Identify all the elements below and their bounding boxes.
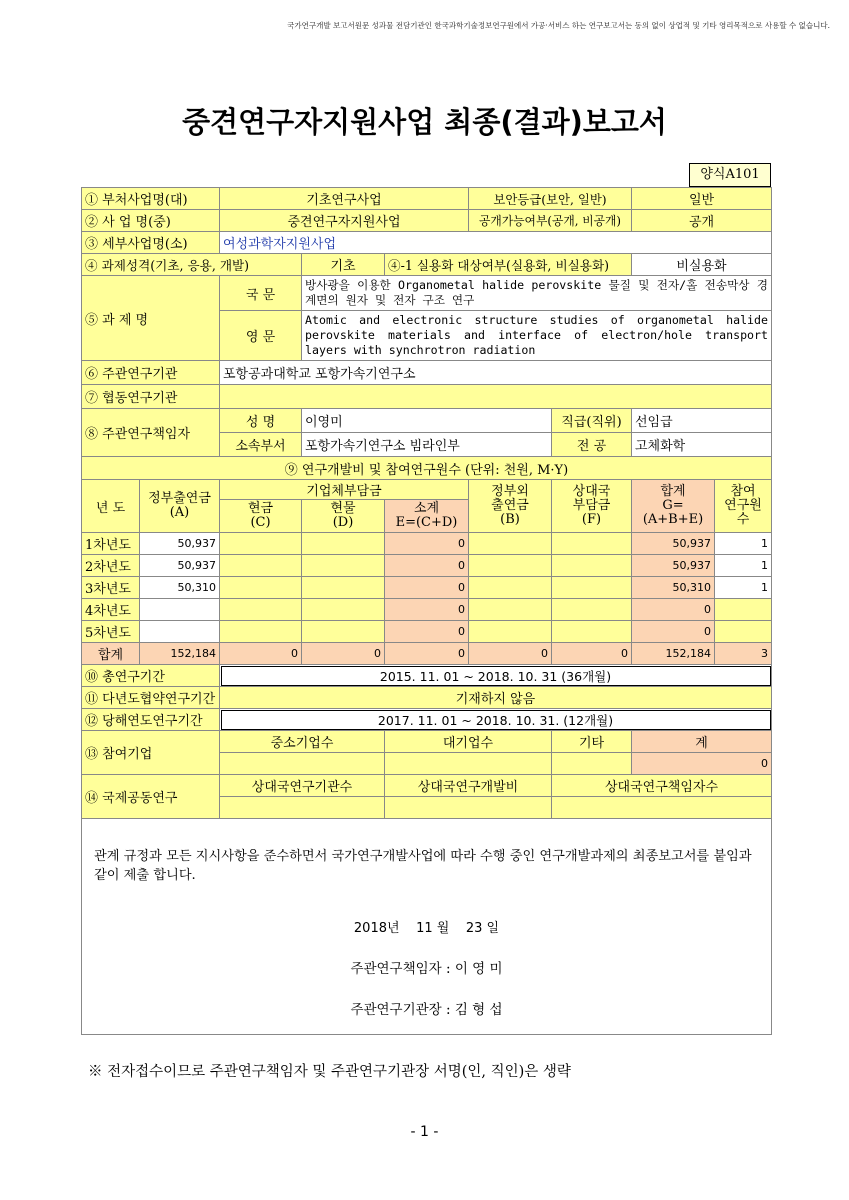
row-current-period	[82, 709, 772, 731]
declaration-date: 2018년 11 월 23 일	[353, 921, 500, 936]
value-partner-pi	[552, 797, 772, 819]
row-program-name	[82, 210, 772, 232]
row-sub-program	[82, 232, 772, 254]
label-pi-name: 성 명	[220, 409, 302, 433]
value-other-count	[552, 753, 632, 775]
header-partner-budget: 상대국연구개발비	[385, 775, 552, 797]
declaration-text: 관계 규정과 모든 지시사항을 준수하면서 국가연구개발사업에 따라 수행 중인 연구개발과제의 최종보고서를 붙임과 같이 제출 합니다.	[94, 849, 752, 883]
value-sub-program: 여성과학자지원사업	[220, 232, 772, 254]
header-sme-count: 중소기업수	[220, 731, 385, 753]
budget-sum-cash: 0	[220, 643, 302, 665]
row-project-type	[82, 254, 772, 276]
label-project-type: ④ 과제성격(기초, 응용, 개발)	[82, 254, 302, 276]
header-other-count: 기타	[552, 731, 632, 753]
budget-gov	[140, 621, 220, 643]
copyright-notice: 국가연구개발 보고서원문 성과물 전담기관인 한국과학기술정보연구원에서 가공·서비스 하는 연구보고서는 동의 없이 상업적 및 기타 영리목적으로 사용할 수 없습니다.	[287, 21, 830, 30]
value-pi-major: 고체화학	[632, 433, 772, 457]
form-id-label: 양식A101	[689, 163, 771, 187]
budget-row	[82, 555, 772, 577]
label-program-name: ② 사 업 명(중)	[82, 210, 220, 232]
budget-subtotal: 0	[385, 599, 469, 621]
budget-year: 1차년도	[82, 533, 140, 555]
budget-sum-other: 0	[469, 643, 552, 665]
budget-sum-goods: 0	[302, 643, 385, 665]
budget-year: 4차년도	[82, 599, 140, 621]
label-participating-companies: ⑬ 참여기업	[82, 731, 220, 775]
value-disclosure: 공개	[632, 210, 772, 232]
header-large-count: 대기업수	[385, 731, 552, 753]
label-total-period: ⑩ 총연구기간	[82, 665, 220, 687]
label-project-title: ⑤ 과 제 명	[82, 276, 220, 361]
page-number: - 1 -	[410, 1124, 439, 1140]
value-korean-title: 방사광을 이용한 Organometal halide perovskite 물질 및 전자/홀 전송막상 경계면의 원자 및 전자 구조 연구	[302, 276, 772, 311]
budget-other	[469, 533, 552, 555]
row-pi-name	[82, 409, 772, 433]
budget-goods	[302, 599, 385, 621]
budget-subtotal: 0	[385, 621, 469, 643]
label-english-title: 영 문	[220, 311, 302, 361]
header-subtotal: 소계 E=(C+D)	[385, 500, 469, 533]
budget-partner	[552, 577, 632, 599]
budget-cash	[220, 599, 302, 621]
budget-researchers: 1	[715, 533, 772, 555]
value-company-total: 0	[632, 753, 772, 775]
label-pi-major: 전 공	[552, 433, 632, 457]
budget-sum-gov: 152,184	[140, 643, 220, 665]
budget-researchers	[715, 599, 772, 621]
label-ministry-program: ① 부처사업명(대)	[82, 188, 220, 210]
budget-row	[82, 533, 772, 555]
budget-sum-label: 합계	[82, 643, 140, 665]
budget-cash	[220, 621, 302, 643]
label-intl-research: ⑭ 국제공동연구	[82, 775, 220, 819]
budget-sum-subtotal: 0	[385, 643, 469, 665]
value-pi-dept: 포항가속기연구소 빔라인부	[302, 433, 552, 457]
row-companies-header	[82, 731, 772, 753]
row-intl-header	[82, 775, 772, 797]
budget-goods	[302, 621, 385, 643]
row-budget-header-1	[82, 480, 772, 500]
budget-subtotal: 0	[385, 533, 469, 555]
label-lead-institution: ⑥ 주관연구기관	[82, 361, 220, 385]
budget-goods	[302, 533, 385, 555]
budget-cash	[220, 555, 302, 577]
row-budget-title	[82, 457, 772, 480]
value-partner-inst	[220, 797, 385, 819]
row-project-title-ko	[82, 276, 772, 311]
header-gov-fund: 정부출연금 (A)	[140, 480, 220, 533]
value-partner-budget	[385, 797, 552, 819]
value-commercialization: 비실용화	[632, 254, 772, 276]
declaration-head-signature: 주관연구기관장 : 김 형 섭	[350, 1002, 503, 1018]
label-multiyear-period: ⑪ 다년도협약연구기간	[82, 687, 220, 709]
budget-cash	[220, 577, 302, 599]
budget-goods	[302, 577, 385, 599]
budget-gov: 50,310	[140, 577, 220, 599]
budget-goods	[302, 555, 385, 577]
budget-partner	[552, 533, 632, 555]
budget-year: 3차년도	[82, 577, 140, 599]
budget-partner	[552, 599, 632, 621]
budget-year: 2차년도	[82, 555, 140, 577]
label-korean-title: 국 문	[220, 276, 302, 311]
budget-sum-researchers: 3	[715, 643, 772, 665]
label-sub-program: ③ 세부사업명(소)	[82, 232, 220, 254]
value-sme-count	[220, 753, 385, 775]
budget-other	[469, 599, 552, 621]
budget-researchers: 1	[715, 555, 772, 577]
header-company-share: 기업체부담금	[220, 480, 469, 500]
row-ministry-program	[82, 188, 772, 210]
value-large-count	[385, 753, 552, 775]
value-program-name: 중견연구자지원사업	[220, 210, 469, 232]
budget-row	[82, 621, 772, 643]
value-current-period: 2017. 11. 01 ~ 2018. 10. 31. (12개월)	[220, 709, 772, 731]
budget-subtotal: 0	[385, 577, 469, 599]
row-multiyear-period	[82, 687, 772, 709]
value-security-level: 일반	[632, 188, 772, 210]
report-form-table	[81, 187, 772, 1035]
page-title: 중견연구자지원사업 최종(결과)보고서	[182, 105, 667, 139]
budget-year: 5차년도	[82, 621, 140, 643]
budget-other	[469, 555, 552, 577]
row-declaration	[82, 819, 772, 1035]
header-researchers: 참여 연구원수	[715, 480, 772, 533]
label-budget-title: ⑨ 연구개발비 및 참여연구원수 (단위: 천원, M·Y)	[82, 457, 772, 480]
header-partner: 상대국 부담금 (F)	[552, 480, 632, 533]
row-lead-institution	[82, 361, 772, 385]
label-pi-position: 직급(직위)	[552, 409, 632, 433]
budget-gov: 50,937	[140, 533, 220, 555]
budget-gov	[140, 599, 220, 621]
value-lead-institution: 포항공과대학교 포항가속기연구소	[220, 361, 772, 385]
header-other-gov: 정부외 출연금 (B)	[469, 480, 552, 533]
budget-other	[469, 577, 552, 599]
budget-gov: 50,937	[140, 555, 220, 577]
header-goods: 현물 (D)	[302, 500, 385, 533]
budget-sum-partner: 0	[552, 643, 632, 665]
value-english-title: Atomic and electronic structure studies of organometal halide perovskite materials and interface of electron/hole transport layers with synchrotron radiation	[302, 311, 772, 361]
declaration-box	[82, 819, 772, 1035]
budget-total: 0	[632, 621, 715, 643]
signature-footnote: ※ 전자접수이므로 주관연구책임자 및 주관연구기관장 서명(인, 직인)은 생략	[88, 1064, 571, 1080]
label-disclosure: 공개가능여부(공개, 비공개)	[469, 210, 632, 232]
label-coop-institution: ⑦ 협동연구기관	[82, 385, 220, 409]
budget-sum-row	[82, 643, 772, 665]
header-partner-inst: 상대국연구기관수	[220, 775, 385, 797]
budget-total: 50,937	[632, 533, 715, 555]
value-total-period: 2015. 11. 01 ~ 2018. 10. 31 (36개월)	[220, 665, 772, 687]
label-security-level: 보안등급(보안, 일반)	[469, 188, 632, 210]
value-ministry-program: 기초연구사업	[220, 188, 469, 210]
label-pi-dept: 소속부서	[220, 433, 302, 457]
label-commercialization: ④-1 실용화 대상여부(실용화, 비실용화)	[385, 254, 632, 276]
header-year: 년 도	[82, 480, 140, 533]
header-partner-pi: 상대국연구책임자수	[552, 775, 772, 797]
budget-row	[82, 599, 772, 621]
value-project-type: 기초	[302, 254, 385, 276]
budget-researchers	[715, 621, 772, 643]
budget-other	[469, 621, 552, 643]
budget-row	[82, 577, 772, 599]
budget-cash	[220, 533, 302, 555]
row-total-period	[82, 665, 772, 687]
header-company-total: 계	[632, 731, 772, 753]
budget-partner	[552, 555, 632, 577]
budget-partner	[552, 621, 632, 643]
budget-total: 0	[632, 599, 715, 621]
row-coop-institution	[82, 385, 772, 409]
budget-sum-total: 152,184	[632, 643, 715, 665]
declaration-pi-signature: 주관연구책임자 : 이 영 미	[350, 961, 503, 977]
budget-total: 50,937	[632, 555, 715, 577]
budget-researchers: 1	[715, 577, 772, 599]
budget-subtotal: 0	[385, 555, 469, 577]
value-pi-position: 선임급	[632, 409, 772, 433]
label-principal-investigator: ⑧ 주관연구책임자	[82, 409, 220, 457]
value-pi-name: 이영미	[302, 409, 552, 433]
value-multiyear-period: 기재하지 않음	[220, 687, 772, 709]
budget-total: 50,310	[632, 577, 715, 599]
label-current-period: ⑫ 당해연도연구기간	[82, 709, 220, 731]
value-coop-institution	[220, 385, 772, 409]
header-cash: 현금 (C)	[220, 500, 302, 533]
header-total: 합계 G=(A+B+E)	[632, 480, 715, 533]
